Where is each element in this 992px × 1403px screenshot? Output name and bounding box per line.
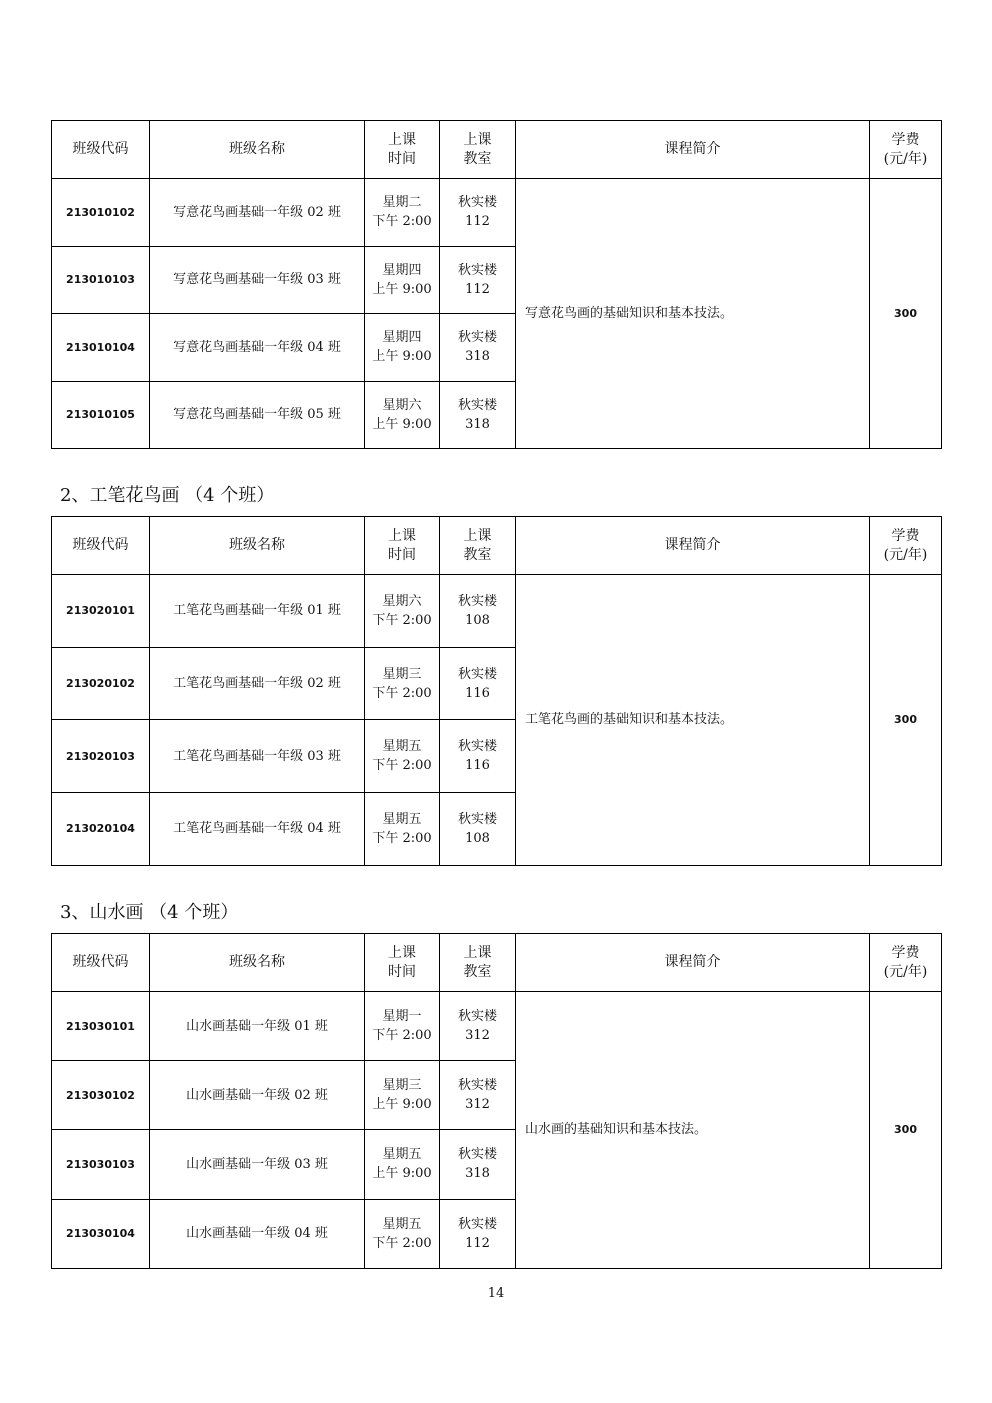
- course-intro: 山水画的基础知识和基本技法。: [516, 992, 870, 1269]
- classroom: 秋实楼 112: [440, 1199, 516, 1268]
- class-name: 工笔花鸟画基础一年级 02 班: [150, 647, 365, 720]
- class-code: 213030103: [52, 1130, 150, 1199]
- class-time: 星期六 下午 2:00: [365, 575, 440, 648]
- header-course-intro: 课程简介: [516, 517, 870, 575]
- class-time: 星期三 上午 9:00: [365, 1061, 440, 1130]
- table-row: [52, 179, 942, 247]
- section-heading-gongbi: 2、工笔花鸟画 （4 个班）: [60, 485, 275, 506]
- header-tuition: 学费 (元/年): [870, 121, 942, 179]
- table-header-row: [52, 934, 942, 992]
- page-number: 14: [487, 1286, 505, 1301]
- class-time: 星期二 下午 2:00: [365, 179, 440, 247]
- class-name: 山水画基础一年级 01 班: [150, 992, 365, 1061]
- class-time: 星期五 下午 2:00: [365, 793, 440, 866]
- tuition-fee: 300: [870, 575, 942, 866]
- table-header-row: [52, 121, 942, 179]
- class-name: 工笔花鸟画基础一年级 03 班: [150, 720, 365, 793]
- class-time: 星期一 下午 2:00: [365, 992, 440, 1061]
- class-name: 写意花鸟画基础一年级 05 班: [150, 381, 365, 449]
- table-header-row: [52, 517, 942, 575]
- header-class-time: 上课 时间: [365, 934, 440, 992]
- classroom: 秋实楼 312: [440, 1061, 516, 1130]
- class-code: 213010105: [52, 381, 150, 449]
- classroom: 秋实楼 108: [440, 575, 516, 648]
- classroom: 秋实楼 116: [440, 720, 516, 793]
- class-table-gongbi: [51, 516, 942, 866]
- class-time: 星期六 上午 9:00: [365, 381, 440, 449]
- header-class-time: 上课 时间: [365, 121, 440, 179]
- class-name: 山水画基础一年级 02 班: [150, 1061, 365, 1130]
- header-class-code: 班级代码: [52, 517, 150, 575]
- header-tuition: 学费 (元/年): [870, 517, 942, 575]
- classroom: 秋实楼 318: [440, 381, 516, 449]
- class-time: 星期五 下午 2:00: [365, 1199, 440, 1268]
- class-table-xieyi: [51, 120, 942, 449]
- classroom: 秋实楼 112: [440, 246, 516, 314]
- class-name: 山水画基础一年级 04 班: [150, 1199, 365, 1268]
- class-code: 213010104: [52, 314, 150, 382]
- class-code: 213020102: [52, 647, 150, 720]
- classroom: 秋实楼 108: [440, 793, 516, 866]
- header-class-name: 班级名称: [150, 517, 365, 575]
- section-heading-shanshui: 3、山水画 （4 个班）: [60, 902, 239, 923]
- course-intro: 写意花鸟画的基础知识和基本技法。: [516, 179, 870, 449]
- class-code: 213020104: [52, 793, 150, 866]
- header-course-intro: 课程简介: [516, 121, 870, 179]
- header-classroom: 上课 教室: [440, 517, 516, 575]
- header-class-time: 上课 时间: [365, 517, 440, 575]
- classroom: 秋实楼 318: [440, 314, 516, 382]
- tuition-fee: 300: [870, 179, 942, 449]
- class-code: 213010102: [52, 179, 150, 247]
- class-code: 213010103: [52, 246, 150, 314]
- header-class-name: 班级名称: [150, 121, 365, 179]
- course-intro: 工笔花鸟画的基础知识和基本技法。: [516, 575, 870, 866]
- header-classroom: 上课 教室: [440, 121, 516, 179]
- class-name: 写意花鸟画基础一年级 03 班: [150, 246, 365, 314]
- header-class-name: 班级名称: [150, 934, 365, 992]
- class-code: 213030101: [52, 992, 150, 1061]
- table-row: [52, 992, 942, 1061]
- class-name: 工笔花鸟画基础一年级 04 班: [150, 793, 365, 866]
- class-name: 写意花鸟画基础一年级 04 班: [150, 314, 365, 382]
- class-name: 写意花鸟画基础一年级 02 班: [150, 179, 365, 247]
- classroom: 秋实楼 112: [440, 179, 516, 247]
- class-code: 213030104: [52, 1199, 150, 1268]
- class-time: 星期三 下午 2:00: [365, 647, 440, 720]
- class-time: 星期五 下午 2:00: [365, 720, 440, 793]
- class-name: 工笔花鸟画基础一年级 01 班: [150, 575, 365, 648]
- class-table-shanshui: [51, 933, 942, 1269]
- tuition-fee: 300: [870, 992, 942, 1269]
- header-tuition: 学费 (元/年): [870, 934, 942, 992]
- header-classroom: 上课 教室: [440, 934, 516, 992]
- class-time: 星期四 上午 9:00: [365, 314, 440, 382]
- classroom: 秋实楼 312: [440, 992, 516, 1061]
- header-class-code: 班级代码: [52, 121, 150, 179]
- class-name: 山水画基础一年级 03 班: [150, 1130, 365, 1199]
- classroom: 秋实楼 116: [440, 647, 516, 720]
- table-row: [52, 575, 942, 648]
- classroom: 秋实楼 318: [440, 1130, 516, 1199]
- class-code: 213030102: [52, 1061, 150, 1130]
- header-course-intro: 课程简介: [516, 934, 870, 992]
- header-class-code: 班级代码: [52, 934, 150, 992]
- class-code: 213020103: [52, 720, 150, 793]
- class-code: 213020101: [52, 575, 150, 648]
- class-time: 星期四 上午 9:00: [365, 246, 440, 314]
- class-time: 星期五 上午 9:00: [365, 1130, 440, 1199]
